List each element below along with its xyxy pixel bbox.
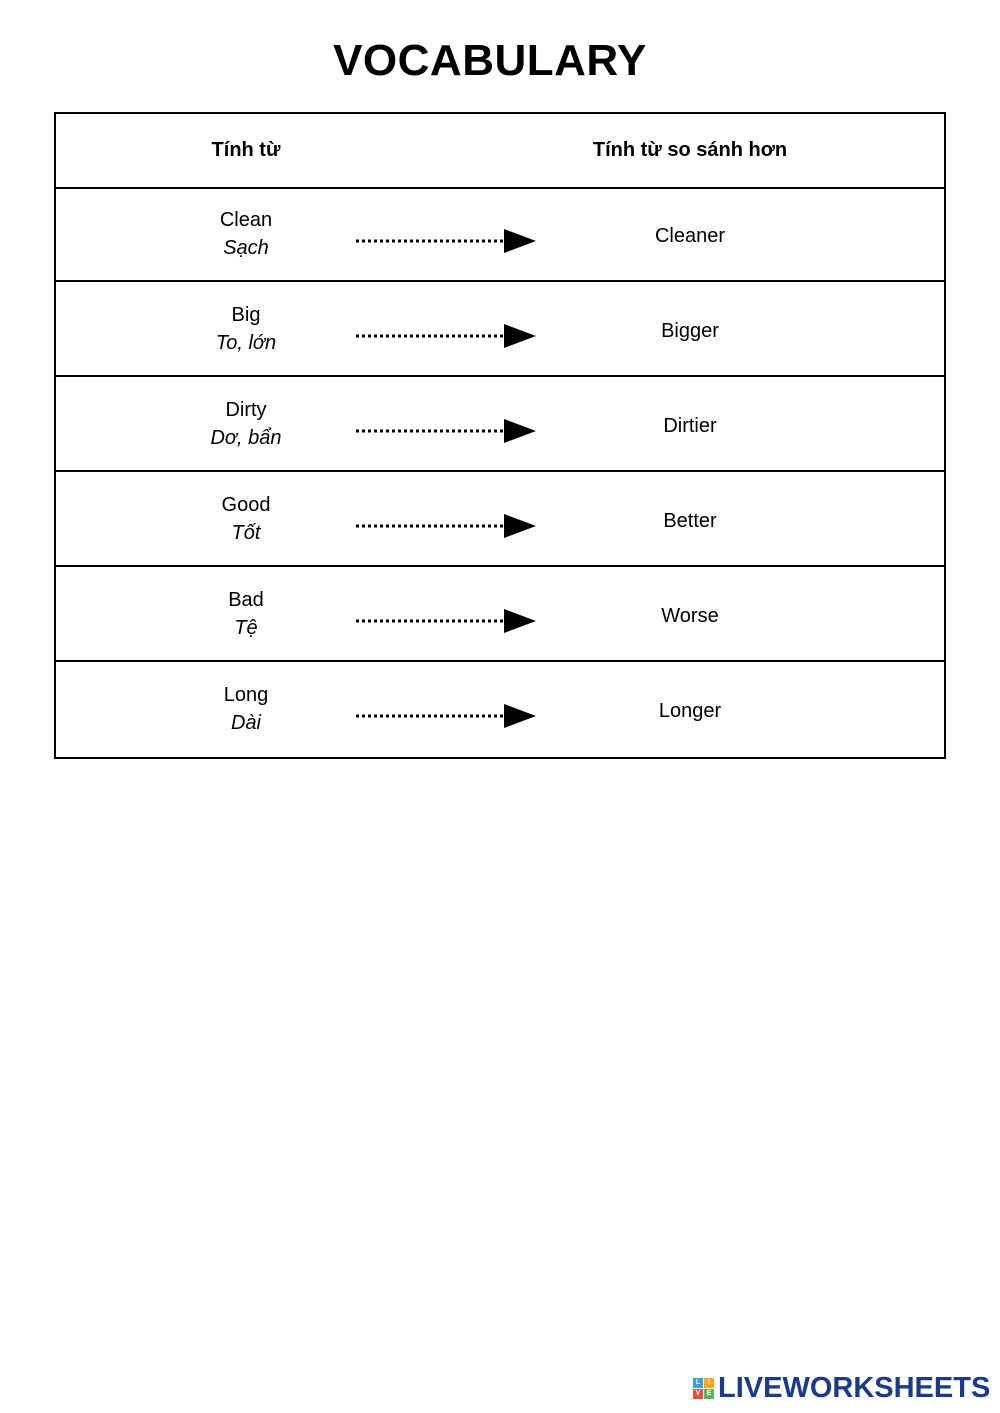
adjective-word: Bad — [228, 589, 264, 611]
comparative-cell: Better — [663, 510, 717, 532]
vocabulary-table — [54, 112, 946, 759]
adjective-cell — [146, 396, 346, 452]
page-title: VOCABULARY — [333, 36, 647, 85]
dotted-arrow-icon — [354, 512, 538, 540]
adjective-word: Good — [221, 494, 271, 516]
comparative-cell: Cleaner — [654, 225, 726, 247]
table-row — [56, 662, 944, 757]
dotted-arrow-icon — [354, 607, 538, 635]
table-header-row — [56, 114, 944, 189]
adjective-meaning: Sạch — [223, 237, 269, 259]
dotted-arrow-icon — [354, 702, 538, 730]
table-row — [56, 187, 944, 282]
adjective-cell — [146, 301, 346, 357]
logo-tile: L — [693, 1378, 703, 1388]
adjective-meaning: Tệ — [234, 617, 258, 639]
dotted-arrow-icon — [354, 322, 538, 350]
adjective-word: Long — [223, 684, 269, 706]
logo-tile: V — [693, 1389, 703, 1399]
dotted-arrow-icon — [354, 417, 538, 445]
logo-tile: I — [704, 1378, 714, 1388]
adjective-cell — [146, 206, 346, 262]
comparative-cell: Worse — [661, 605, 719, 627]
table-row — [56, 282, 944, 377]
liveworksheets-logo — [693, 1372, 990, 1405]
header-comparative: Tính từ so sánh hơn — [592, 139, 788, 161]
adjective-meaning: To, lớn — [215, 332, 277, 354]
table-row — [56, 472, 944, 567]
adjective-cell — [146, 681, 346, 737]
comparative-cell: Longer — [658, 700, 722, 722]
dotted-arrow-icon — [354, 227, 538, 255]
adjective-meaning: Dơ, bẩn — [210, 427, 282, 449]
adjective-meaning: Tốt — [231, 522, 261, 544]
adjective-word: Dirty — [225, 399, 267, 421]
adjective-meaning: Dài — [230, 712, 261, 734]
comparative-cell: Dirtier — [663, 415, 717, 437]
logo-icon — [693, 1378, 714, 1399]
adjective-word: Big — [231, 304, 261, 326]
adjective-word: Clean — [219, 209, 273, 231]
table-row — [56, 377, 944, 472]
logo-text: LIVEWORKSHEETS — [718, 1372, 991, 1404]
table-row — [56, 567, 944, 662]
logo-tile: E — [704, 1389, 714, 1399]
adjective-cell — [146, 586, 346, 642]
adjective-cell — [146, 491, 346, 547]
comparative-cell: Bigger — [661, 320, 719, 342]
header-adjective: Tính từ — [211, 139, 281, 161]
